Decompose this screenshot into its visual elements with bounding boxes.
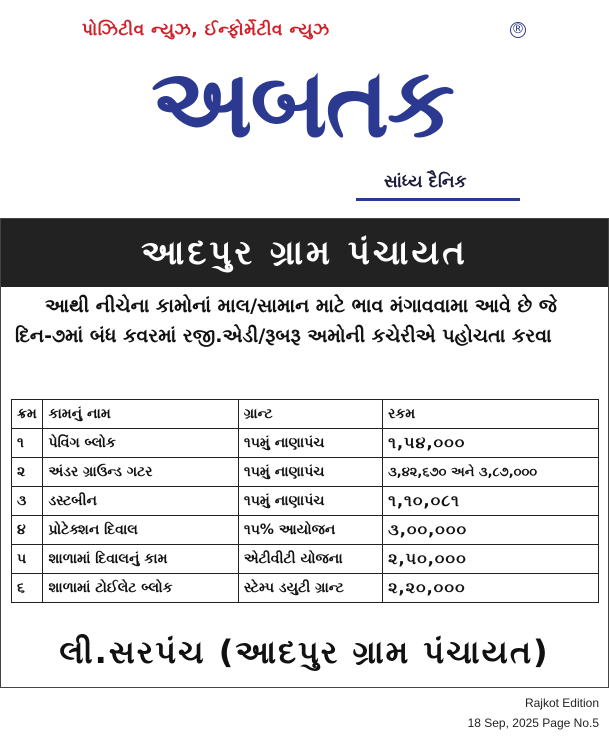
edition-label: Rajkot Edition	[524, 696, 599, 710]
table-header-row	[12, 400, 599, 429]
table-row	[12, 574, 599, 603]
works-table	[11, 399, 599, 603]
cell-serial: ૨	[12, 458, 43, 487]
cell-amount: ૧,૧૦,૦૮૧	[383, 487, 599, 516]
table-row	[12, 458, 599, 487]
page-info: 18 Sep, 2025 Page No.5	[467, 716, 599, 730]
cell-serial: ૩	[12, 487, 43, 516]
cell-work-name: શાળામાં દિવાલનું કામ	[43, 545, 238, 574]
notice-title: આદપુર ગ્રામ પંચાયત	[141, 233, 468, 273]
cell-grant: ૧૫મું નાણાપંચ	[238, 429, 382, 458]
logo-text: અબતક	[151, 47, 453, 159]
cell-grant: સ્ટેમ્પ ડયુટી ગ્રાન્ટ	[238, 574, 382, 603]
cell-amount: ૧,૫૪,૦૦૦	[383, 429, 599, 458]
table-row	[12, 516, 599, 545]
cell-serial: ૫	[12, 545, 43, 574]
header-work-name: કામનું નામ	[43, 400, 238, 429]
masthead	[0, 0, 609, 218]
cell-serial: ૬	[12, 574, 43, 603]
cell-grant: ૧૫% આયોજન	[238, 516, 382, 545]
cell-work-name: પ્રોટેક્શન દિવાલ	[43, 516, 238, 545]
masthead-subtitle: સાંધ્ય દૈનિક	[384, 172, 467, 192]
cell-amount: ૩,૦૦,૦૦૦	[383, 516, 599, 545]
header-amount: રકમ	[383, 400, 599, 429]
cell-work-name: ડસ્ટબીન	[43, 487, 238, 516]
table-row	[12, 487, 599, 516]
header-grant: ગ્રાન્ટ	[238, 400, 382, 429]
header-serial: ક્રમ	[12, 400, 43, 429]
cell-serial: ૪	[12, 516, 43, 545]
subtitle-underline	[356, 198, 520, 201]
table-row	[12, 429, 599, 458]
cell-amount: ૩,૪૨,૬૭૦ અને ૩,૮૭,૦૦૦	[383, 458, 599, 487]
cell-grant: ૧૫મું નાણાપંચ	[238, 487, 382, 516]
cell-amount: ૨,૫૦,૦૦૦	[383, 545, 599, 574]
notice-banner	[1, 219, 608, 287]
cell-work-name: અંડર ગ્રાઉન્ડ ગટર	[43, 458, 238, 487]
masthead-tagline: પોઝિટીવ ન્યુઝ, ઈન્ફોર્મેટીવ ન્યુઝ	[82, 20, 330, 40]
cell-grant: એટીવીટી યોજના	[238, 545, 382, 574]
cell-amount: ૨,૨૦,૦૦૦	[383, 574, 599, 603]
cell-serial: ૧	[12, 429, 43, 458]
notice-signoff: લી.સરપંચ (આદપુર ગ્રામ પંચાયત)	[59, 632, 550, 671]
cell-work-name: શાળામાં ટોઈલેટ બ્લોક	[43, 574, 238, 603]
tender-notice	[0, 218, 609, 688]
table-row	[12, 545, 599, 574]
newspaper-logo	[82, 44, 522, 162]
registered-mark: ®	[511, 22, 525, 37]
cell-work-name: પેવિંગ બ્લોક	[43, 429, 238, 458]
notice-intro: આથી નીચેના કામોનાં માલ/સામાન માટે ભાવ મંગાવવામા આવે છે જે દિન-૭માં બંધ કવરમાં રજી.એડી/રૂબરૂ અમોની કચેરીએ પહોચતા કરવા	[15, 295, 557, 347]
cell-grant: ૧૫મું નાણાપંચ	[238, 458, 382, 487]
